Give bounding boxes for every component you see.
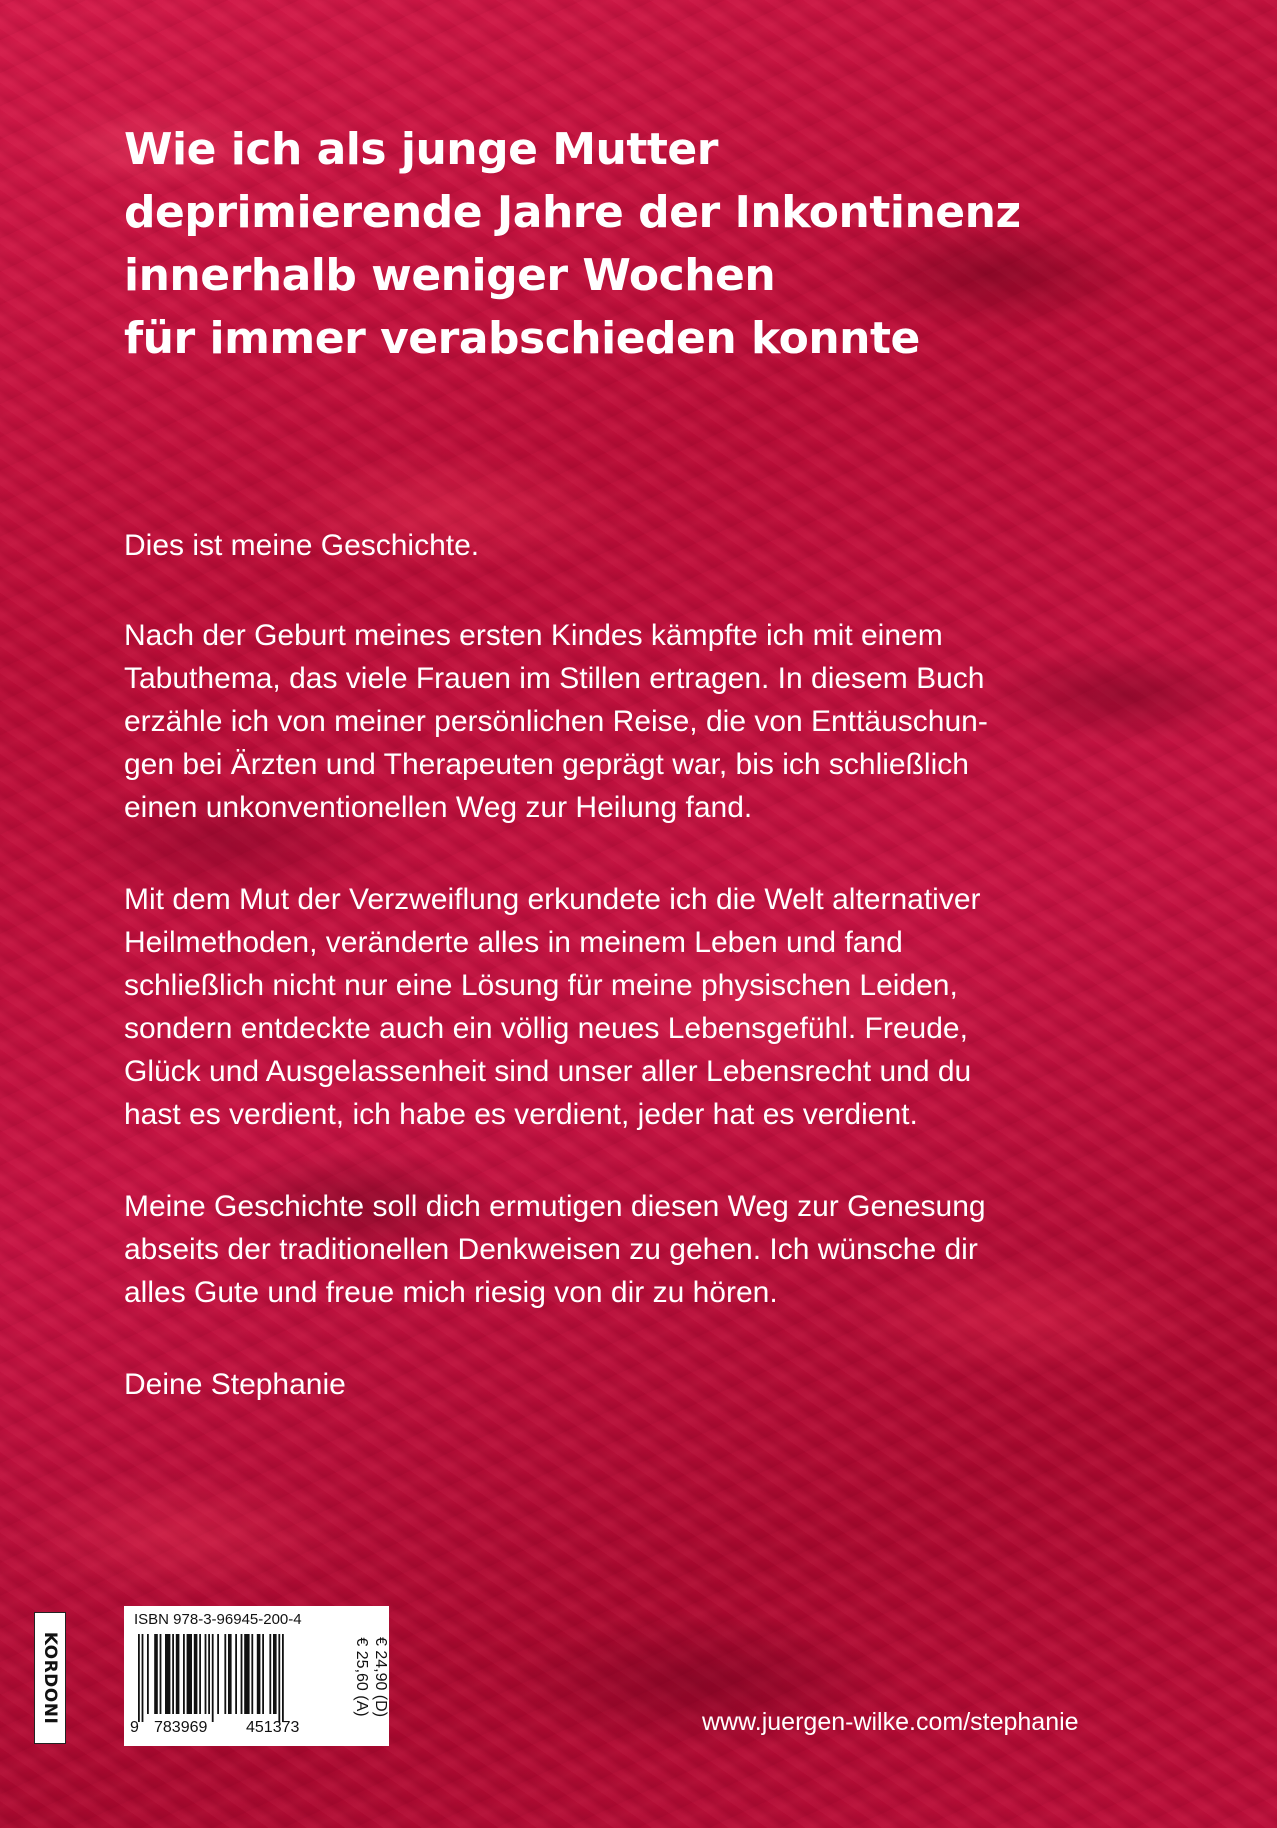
price-germany: € 24,90 (D)	[372, 1636, 389, 1718]
paragraph-1-line: Nach der Geburt meines ersten Kindes kämpfte ich mit einem	[124, 619, 943, 652]
paragraph-3-line: Meine Geschichte soll dich ermutigen diesen Weg zur Genesung	[124, 1190, 986, 1223]
barcode-block	[124, 1606, 389, 1746]
paragraph-2-line: sondern entdeckte auch ein völlig neues Lebensgefühl. Freude,	[124, 1012, 968, 1045]
signature: Deine Stephanie	[124, 1368, 346, 1401]
paragraph-2-line: schließlich nicht nur eine Lösung für meine physischen Leiden,	[124, 969, 958, 1002]
headline-line-3: innerhalb weniger Wochen	[124, 250, 776, 301]
paragraph-1-line: Tabuthema, das viele Frauen im Stillen ertragen. In diesem Buch	[124, 662, 985, 695]
paragraph-1	[124, 614, 1164, 829]
publisher-logo	[34, 1612, 66, 1744]
paragraph-1-line: erzähle ich von meiner persönlichen Reise, die von Enttäuschun-	[124, 705, 988, 738]
paragraph-2-line: hast es verdient, ich habe es verdient, jeder hat es verdient.	[124, 1098, 918, 1131]
headline-line-4: für immer verabschieden konnte	[124, 313, 920, 364]
headline-line-1: Wie ich als junge Mutter	[124, 124, 718, 175]
intro-paragraph: Dies ist meine Geschichte.	[124, 529, 480, 562]
barcode-icon	[138, 1634, 338, 1722]
website-url: www.juergen-wilke.com/stephanie	[702, 1708, 1079, 1736]
paragraph-3	[124, 1185, 1164, 1314]
headline	[124, 118, 1144, 370]
paragraph-3-line: abseits der traditionellen Denkweisen zu gehen. Ich wünsche dir	[124, 1233, 978, 1266]
blurb	[124, 524, 1164, 1406]
prices	[350, 1614, 389, 1740]
price-austria: € 25,60 (A)	[353, 1637, 370, 1717]
paragraph-2-line: Heilmethoden, veränderte alles in meinem Leben und fand	[124, 926, 903, 959]
paragraph-2-line: Glück und Ausgelassenheit sind unser aller Lebensrecht und du	[124, 1055, 972, 1088]
publisher-name: KORDONI	[40, 1631, 60, 1725]
headline-line-2: deprimierende Jahre der Inkontinenz	[124, 187, 1021, 238]
paragraph-2-line: Mit dem Mut der Verzweiflung erkundete ich die Welt alternativer	[124, 883, 981, 916]
barcode-digit-group-2: 451373	[246, 1719, 300, 1736]
paragraph-2	[124, 878, 1164, 1136]
isbn-label: ISBN 978-3-96945-200-4	[134, 1611, 302, 1628]
paragraph-3-line: alles Gute und freue mich riesig von dir zu hören.	[124, 1276, 778, 1309]
barcode-digit-group-1: 783969	[154, 1719, 208, 1736]
barcode-digit-lead: 9	[130, 1719, 139, 1736]
paragraph-1-line: einen unkonventionellen Weg zur Heilung fand.	[124, 791, 753, 824]
paragraph-1-line: gen bei Ärzten und Therapeuten geprägt war, bis ich schließlich	[124, 748, 969, 781]
